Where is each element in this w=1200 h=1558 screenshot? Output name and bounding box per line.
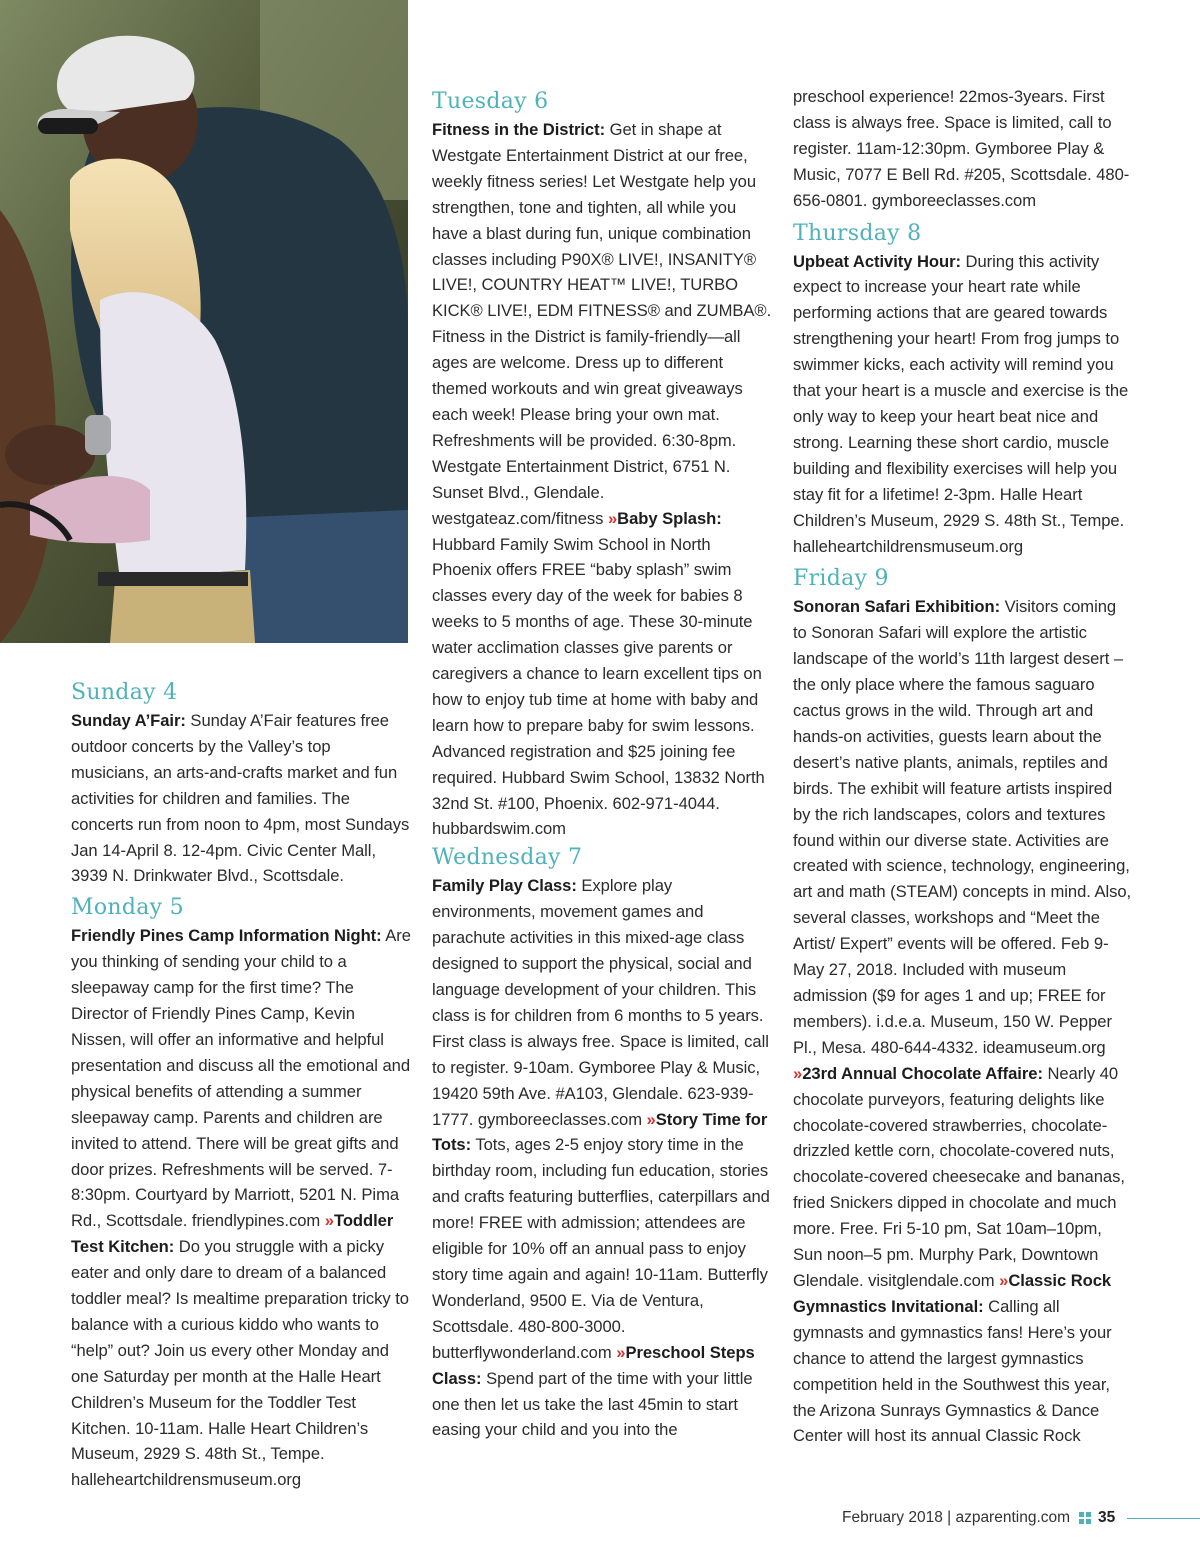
preschool-steps-continued: preschool experience! 22mos-3years. First class is always free. Space is limited, call to register. 11am-12:30pm. Gymboree Play & Music, 7077 E Bell Rd. #205, Scottsdale. 480-656-0801. gymboreeclasses.com [793,87,1130,210]
event-title-baby-splash: Baby Splash: [617,508,722,528]
sunday-events [71,708,411,889]
thursday-events [793,249,1133,560]
event-body-upbeat-activity-hour: During this activity expect to increase your heart rate while performing actions that are geared towards strengthening your heart! From frog jumps to swimmer kicks, each activity will remind you that your heart is a muscle and exercise is the only way to keep your heart beat nice and strong. Learning these short cardio, muscle building and flexibility exercises will help you stay fit for a lifetime! 2-3pm. Halle Heart Children’s Museum, 2929 S. 48th St., Tempe. halleheartchildrensmuseum.org [793,251,1129,556]
page-footer [842,1506,1200,1530]
event-body-chocolate-affaire: Nearly 40 chocolate purveyors, featuring delights like chocolate-covered strawberries, chocolate-drizzled kettle corn, chocolate-covered nuts, chocolate-covered cheesecake and bananas, fried Snickers dipped in chocolate and much more. Free. Fri 5-10 pm, Sat 10am–10pm, Sun noon–5 pm. Murphy Park, Downtown Glendale. visitglendale.com [793,1063,1125,1290]
event-title-toddler-test-kitchen: Toddler Test Kitchen: [71,1211,394,1257]
photo [0,0,408,643]
event-body-sunday-afair: Sunday A’Fair features free outdoor concerts by the Valley’s top musicians, an arts-and-crafts market and fun activities for children and families. The concerts run from noon to 4pm, most Sundays Jan 14-April 8. 12-4pm. Civic Center Mall, 3939 N. Drinkwater Blvd., Scottsdale. [71,711,410,886]
tuesday-events [432,117,772,842]
photo-image [0,0,408,643]
chevron-icon: » [324,1211,332,1231]
chevron-icon: » [607,508,616,528]
grid-dots-icon [1079,1512,1091,1524]
chevron-icon: » [999,1270,1007,1290]
day-heading-thursday: Thursday 8 [793,220,922,246]
event-body-friendly-pines: Are you thinking of sending your child to a sleepaway camp for the first time? The Director of Friendly Pines Camp, Kevin Nissen, will offer an informative and helpful presentation and discuss all the emotional and physical benefits of attending a summer sleepaway camp. Parents and children are invited to attend. There will be great gifts and door prizes. Refreshments will be served. 7-8:30pm. Courtyard by Marriott, 5201 N. Pima Rd., Scottsdale. friendlypines.com [71,926,411,1231]
chevron-icon: » [793,1063,801,1083]
day-heading-wednesday: Wednesday 7 [432,845,583,871]
event-title-classic-rock-gymnastics: Classic Rock Gymnastics Invitational: [793,1270,1112,1316]
event-body-sonoran-safari: Visitors coming to Sonoran Safari will explore the artistic landscape of the world’s 11th largest desert – the only place where the famous saguaro cactus grows in the wild. Through art and hands-on activities, guests learn about the desert’s native plants, animals, reptiles and birds. The exhibit will feature artists inspired by the rich landscapes, colors and textures found within our diverse state. Activities are created with science, technology, engineering, art and math (STEAM) concepts in mind. Also, several classes, workshops and “Meet the Artist/ Expert” events will be offered. Feb 9-May 27, 2018. Included with museum admission ($9 for ages 1 and up; FREE for members). i.d.e.a. Museum, 150 W. Pepper Pl., Mesa. 480-644-4332. ideamuseum.org [793,597,1132,1057]
day-heading-tuesday: Tuesday 6 [432,89,549,114]
event-title-friendly-pines: Friendly Pines Camp Information Night: [71,926,382,946]
chevron-icon: » [616,1342,624,1362]
event-title-story-time: Story Time for Tots: [432,1109,768,1155]
event-title-chocolate-affaire: 23rd Annual Chocolate Affaire: [802,1063,1043,1083]
event-body-family-play-class: Explore play environments, movement games and parachute activities in this mixed-age class designed to support the physical, social and language development of your children. This class is for children from 6 months to 5 years. First class is always free. Space is limited, call to register. 9-10am. Gymboree Play & Music, 19420 59th Ave. #A103, Glendale. 623-939-1777. gymboreeclasses.com [432,876,769,1129]
day-heading-sunday: Sunday 4 [71,680,178,705]
event-body-classic-rock-gymnastics: Calling all gymnasts and gymnastics fans! Here’s your chance to attend the largest gymnastics competition held in the Southwest this year, the Arizona Sunrays Gymnastics & Dance Center will host its annual Classic Rock [793,1296,1112,1446]
column-2 [432,86,772,1443]
event-title-upbeat-activity-hour: Upbeat Activity Hour: [793,251,961,271]
event-body-preschool-steps: Spend part of the time with your little one then let us take the last 45min to start easing your child and you into the [432,1368,753,1440]
event-title-fitness-district: Fitness in the District: [432,120,606,139]
wednesday-events [432,873,772,1443]
footer-issue: February 2018 | azparenting.com [842,1509,1071,1526]
page-number: 35 [1098,1509,1116,1526]
monday-events [71,923,411,1493]
chevron-icon: » [646,1109,654,1129]
event-body-toddler-test-kitchen: Do you struggle with a picky eater and only dare to dream of a balanced toddler meal? Is mealtime preparation tricky to balance with a curious kiddo who wants to “help” out? Join us every other Monday and one Saturday per month at the Halle Heart Children’s Museum for the Toddler Test Kitchen. 10-11am. Halle Heart Children’s Museum, 2929 S. 48th St., Tempe. halleheartchildrensmuseum.org [71,1237,409,1490]
event-title-preschool-steps: Preschool Steps Class: [432,1342,755,1388]
column-3 [793,84,1133,1449]
footer-rule [1127,1518,1200,1519]
event-body-fitness-district: Get in shape at Westgate Entertainment District at our free, weekly fitness series! Let Westgate help you strengthen, tone and tighten, all while you have a blast during fun, unique combination classes including P90X® LIVE!, INSANITY® LIVE!, COUNTRY HEAT™ LIVE!, TURBO KICK® LIVE!, EDM FITNESS® and ZUMBA®. Fitness in the District is family-friendly—all ages are welcome. Dress up to different themed workouts and win great giveaways each week! Please bring your own mat. Refreshments will be provided. 6:30-8pm. Westgate Entertainment District, 6751 N. Sunset Blvd., Glendale. westgateaz.com/fitness [432,120,772,528]
event-title-family-play-class: Family Play Class: [432,876,577,896]
event-body-baby-splash: Hubbard Family Swim School in North Phoenix offers FREE “baby splash” swim classes every day of the week for babies 8 weeks to 5 months of age. These 30-minute water acclimation classes give parents or caregivers a chance to learn excellent tips on how to enjoy tub time at home with baby and learn how to prepare baby for swim lessons. Advanced registration and $25 joining fee required. Hubbard Swim School, 13832 North 32nd St. #100, Phoenix. 602-971-4044. hubbardswim.com [432,534,765,839]
day-heading-monday: Monday 5 [71,895,184,921]
day-heading-friday: Friday 9 [793,566,889,592]
friday-events [793,594,1133,1449]
event-title-sunday-afair: Sunday A’Fair: [71,711,186,730]
column-1 [71,677,411,1493]
event-body-story-time: Tots, ages 2-5 enjoy story time in the birthday room, including fun education, stories and crafts featuring butterflies, caterpillars and more! FREE with admission; attendees are eligible for 10% off an annual pass to enjoy story time again and again! 10-11am. Butterfly Wonderland, 9500 E. Via de Ventura, Scottsdale. 480-800-3000. butterflywonderland.com [432,1135,770,1362]
event-title-sonoran-safari: Sonoran Safari Exhibition: [793,597,1001,617]
